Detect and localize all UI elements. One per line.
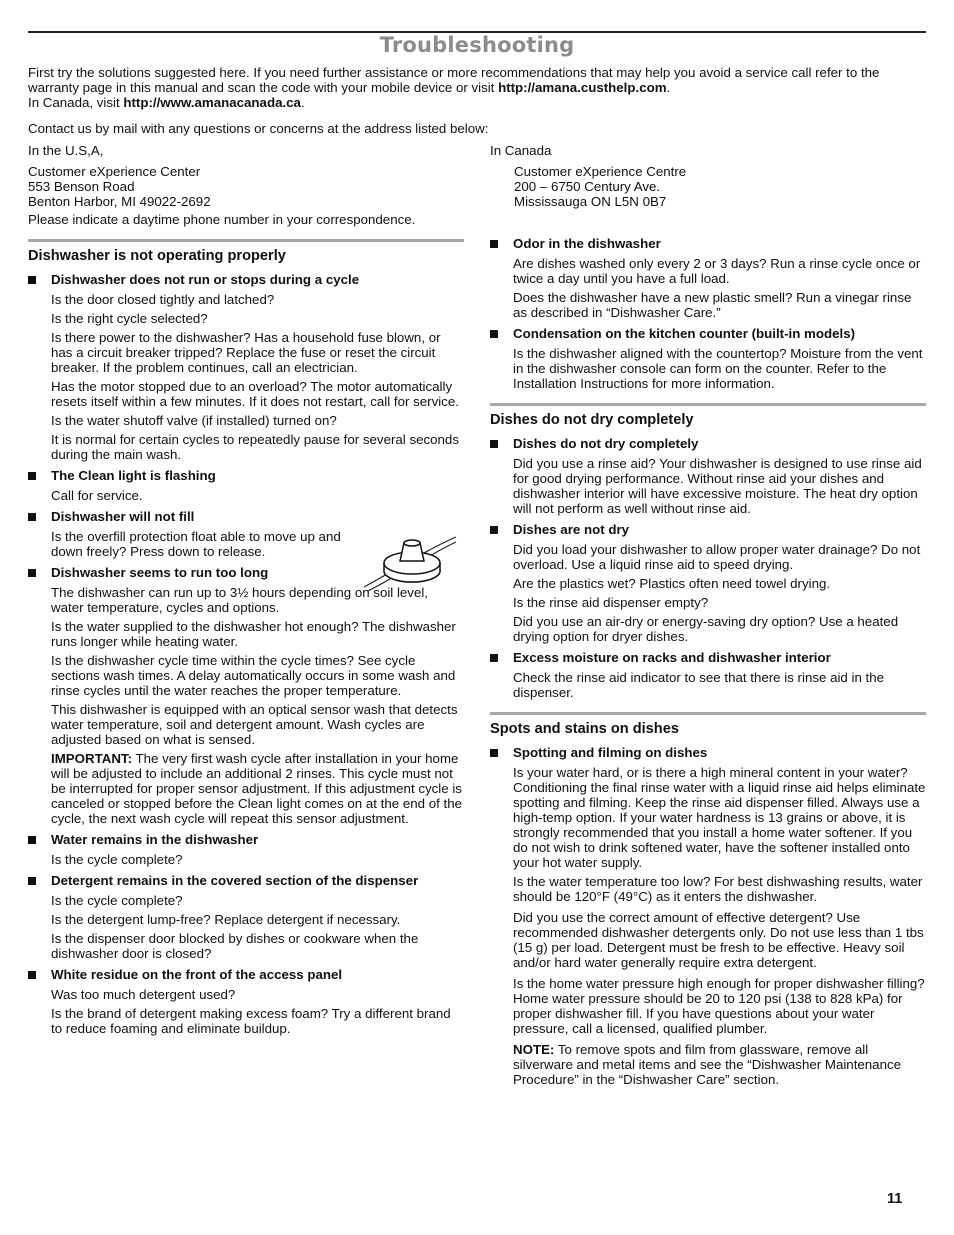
item-will-not-fill: Dishwasher will not fill	[28, 509, 464, 524]
section-rule	[28, 239, 464, 242]
para: Is the dishwasher cycle time within the cycle times? See cycle sections wash times. A delay automatically occurs in some wash and rinse cycles until the water reaches the proper temperature.	[51, 653, 456, 698]
para: Is the dispenser door blocked by dishes or cookware when the dishwasher door is closed?	[51, 931, 419, 961]
item-odor: Odor in the dishwasher	[490, 236, 926, 251]
item-white-residue: White residue on the front of the access panel	[28, 967, 464, 982]
item-clean-light: The Clean light is flashing	[28, 468, 464, 483]
para: Is the rinse aid dispenser empty?	[513, 595, 709, 610]
para: Has the motor stopped due to an overload? The motor automatically resets itself within a few minutes. If it does not restart, call for service.	[51, 379, 459, 409]
item-detergent-remains: Detergent remains in the covered section of the dispenser	[28, 873, 464, 888]
para: Is the water supplied to the dishwasher hot enough? The dishwasher runs longer while heating water.	[51, 619, 456, 649]
right-column	[490, 236, 926, 1091]
para: Did you use the correct amount of effective detergent? Use recommended dishwasher detergents only. Do not use less than 1 tbs (15 g) per load. Detergent must be fresh to be effective. Heavy soil and/or hard water generally require extra detergent.	[513, 910, 924, 970]
para: Is the water temperature too low? For best dishwashing results, water should be 120°F (49°C) as it enters the dishwasher.	[513, 874, 923, 904]
para: The dishwasher can run up to 3½ hours depending on soil level, water temperature, cycles and options.	[51, 585, 428, 615]
para: Is the door closed tightly and latched?	[51, 292, 275, 307]
para: Is the detergent lump-free? Replace detergent if necessary.	[51, 912, 401, 927]
canada-label: In Canada	[490, 143, 552, 158]
important-note: IMPORTANT: The very first wash cycle after installation in your home will be adjusted to include an additional 2 rinses. This cycle must not be interrupted for proper sensor adjustment. If this adjustment cycle is canceled or stopped before the Clean light comes on at the end of the cycle, the next wash cycle will repeat this sensor adjustment.	[51, 751, 463, 826]
canada-address: Customer eXperience Centre 200 – 6750 Century Ave. Mississauga ON L5N 0B7	[514, 164, 687, 209]
intro-block	[28, 65, 928, 110]
para: This dishwasher is equipped with an optical sensor wash that detects water temperature, soil and detergent amount. Wash cycles are adjusted based on what is sensed.	[51, 702, 458, 747]
usa-label: In the U.S,A,	[28, 143, 104, 158]
left-column	[28, 239, 464, 1040]
item-not-run: Dishwasher does not run or stops during a cycle	[28, 272, 464, 287]
page-title: Troubleshooting	[379, 33, 575, 57]
para: Is the dishwasher aligned with the countertop? Moisture from the vent in the dishwasher console can form on the counter. Refer to the Installation Instructions for more information.	[513, 346, 923, 391]
spots-note: NOTE: To remove spots and film from glassware, remove all silverware and metal items and see the “Dishwasher Maintenance Procedure” in the “Dishwasher Care” section.	[513, 1042, 902, 1087]
item-not-dry: Dishes are not dry	[490, 522, 926, 537]
item-runs-long: Dishwasher seems to run too long	[28, 565, 464, 580]
para: Are the plastics wet? Plastics often need towel drying.	[513, 576, 831, 591]
para: Is there power to the dishwasher? Has a household fuse blown, or has a circuit breaker tripped? Replace the fuse or reset the circuit breaker. If the problem continues, call an electrician.	[51, 330, 441, 375]
support-link[interactable]: http://amana.custhelp.com	[498, 80, 667, 95]
para: Did you load your dishwasher to allow proper water drainage? Do not overload. Use a liquid rinse aid to speed drying.	[513, 542, 921, 572]
para: Is the cycle complete?	[51, 893, 183, 908]
page-number: 11	[887, 1191, 903, 1207]
canada-visit: In Canada, visit http://www.amanacanada.ca.	[28, 95, 305, 110]
item-condensation: Condensation on the kitchen counter (built-in models)	[490, 326, 926, 341]
para: Is the brand of detergent making excess foam? Try a different brand to reduce foaming and eliminate buildup.	[51, 1006, 451, 1036]
contact-line: Contact us by mail with any questions or concerns at the address listed below:	[28, 121, 489, 136]
item-not-dry-completely: Dishes do not dry completely	[490, 436, 926, 451]
para: Did you use a rinse aid? Your dishwasher is designed to use rinse aid for good drying performance. Without rinse aid your dishes and dishwasher interior will have excessive moisture. The heat dry option will not perform as well without rinse aid.	[513, 456, 922, 516]
para: Check the rinse aid indicator to see that there is rinse aid in the dispenser.	[513, 670, 885, 700]
para: Does the dishwasher have a new plastic smell? Run a vinegar rinse as described in “Dishwasher Care.”	[513, 290, 912, 320]
para: Is the right cycle selected?	[51, 311, 208, 326]
section-title-spots: Spots and stains on dishes	[490, 721, 679, 737]
para: Was too much detergent used?	[51, 987, 236, 1002]
phone-note: Please indicate a daytime phone number in your correspondence.	[28, 212, 416, 227]
canada-link[interactable]: http://www.amanacanada.ca	[123, 95, 301, 110]
overfill-float-icon	[360, 533, 458, 597]
para: Is the cycle complete?	[51, 852, 183, 867]
usa-address: Customer eXperience Center 553 Benson Road Benton Harbor, MI 49022-2692	[28, 164, 211, 209]
item-spotting-filming: Spotting and filming on dishes	[490, 745, 926, 760]
para: Call for service.	[51, 488, 143, 503]
section-rule	[490, 403, 926, 406]
section-title-not-operating: Dishwasher is not operating properly	[28, 248, 286, 264]
item-excess-moisture: Excess moisture on racks and dishwasher interior	[490, 650, 926, 665]
item-water-remains: Water remains in the dishwasher	[28, 832, 464, 847]
para: Is your water hard, or is there a high mineral content in your water? Conditioning the final rinse water with a liquid rinse aid helps eliminate spotting and filming. Keep the rinse aid dispenser filled. Always use a high-temp option. If your water hardness is 13 grains or above, it is strongly recommended that you install a home water softener. If you do not wish to drink softened water, have the softener installed onto your hot water supply.	[513, 765, 926, 870]
para: It is normal for certain cycles to repeatedly pause for several seconds during the main wash.	[51, 432, 459, 462]
para: Is the overfill protection float able to move up and down freely? Press down to release.	[51, 529, 341, 559]
section-rule	[490, 712, 926, 715]
para: Are dishes washed only every 2 or 3 days? Run a rinse cycle once or twice a day until you have a full load.	[513, 256, 921, 286]
intro-paragraph: First try the solutions suggested here. If you need further assistance or more recommendations that may help you avoid a service call refer to the warranty page in this manual and scan the code with your mobile device or visit http://amana.custhelp.com.	[28, 65, 880, 95]
para: Is the water shutoff valve (if installed) turned on?	[51, 413, 337, 428]
para: Is the home water pressure high enough for proper dishwasher filling? Home water pressure should be 20 to 120 psi (138 to 828 kPa) for proper dishwasher fill. If you have questions about your water pressure, call a licensed, qualified plumber.	[513, 976, 925, 1036]
para: Did you use an air-dry or energy-saving dry option? Use a heated drying option for dryer dishes.	[513, 614, 899, 644]
section-title-dry: Dishes do not dry completely	[490, 412, 694, 428]
